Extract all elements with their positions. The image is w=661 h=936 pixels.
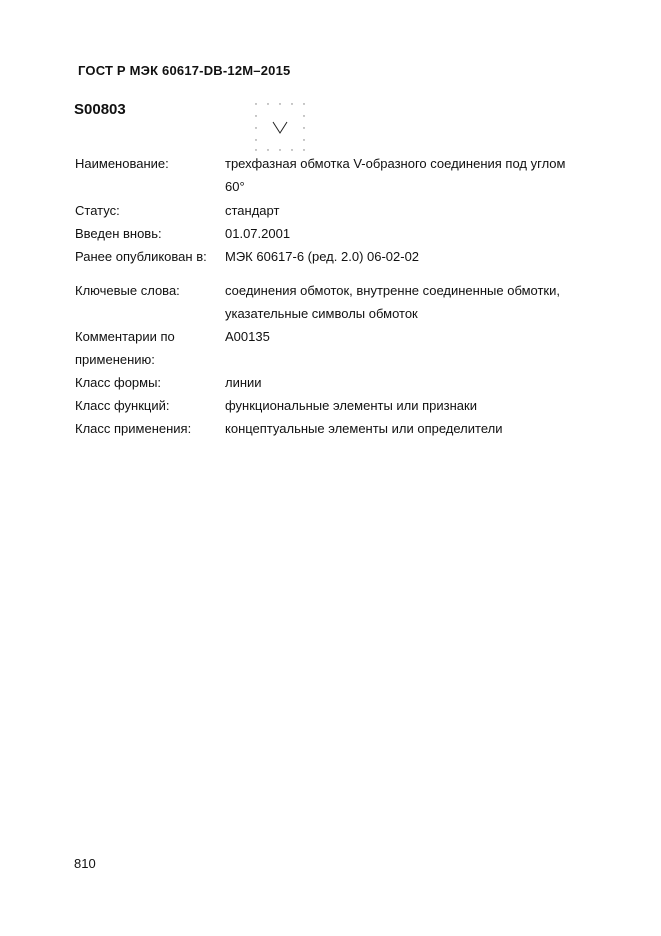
field-name-value (225, 152, 595, 198)
field-keywords-value-line2: указательные символы обмоток (225, 306, 418, 321)
field-comments-label (75, 325, 223, 371)
page-number: 810 (74, 856, 96, 871)
field-application-class-value: концептуальные элементы или определители (225, 421, 503, 436)
field-name-value-line1: трехфазная обмотка V-образного соединения под углом (225, 156, 566, 171)
v-winding-60deg-symbol-icon (250, 100, 310, 152)
field-published-value: МЭК 60617-6 (ред. 2.0) 06-02-02 (225, 249, 420, 264)
field-shape-class-label: Класс формы: (75, 375, 162, 390)
symbol-code: S00803 (74, 101, 126, 118)
document-header-title: ГОСТ Р МЭК 60617-DB-12M–2015 (78, 63, 291, 78)
field-application-class-label: Класс применения: (75, 421, 192, 436)
v-shape-lines (273, 122, 287, 133)
field-name-label: Наименование: (75, 156, 169, 171)
field-comments-value: A00135 (225, 329, 270, 344)
field-function-class-value: функциональные элементы или признаки (225, 398, 477, 413)
field-status-value: стандарт (225, 203, 280, 218)
field-published-label: Ранее опубликован в: (75, 249, 207, 264)
field-keywords-value (225, 279, 595, 325)
field-name-value-line2: 60° (225, 179, 245, 194)
field-keywords-label: Ключевые слова: (75, 283, 180, 298)
field-introduced-label: Введен вновь: (75, 226, 162, 241)
field-comments-label-line1: Комментарии по (75, 329, 175, 344)
field-comments-label-line2: применению: (75, 352, 155, 367)
field-status-label: Статус: (75, 203, 120, 218)
field-shape-class-value: линии (225, 375, 262, 390)
field-introduced-value: 01.07.2001 (225, 226, 291, 241)
symbol-grid-dots (255, 103, 304, 150)
field-function-class-label: Класс функций: (75, 398, 170, 413)
field-keywords-value-line1: соединения обмоток, внутренне соединенные обмотки, (225, 283, 560, 298)
